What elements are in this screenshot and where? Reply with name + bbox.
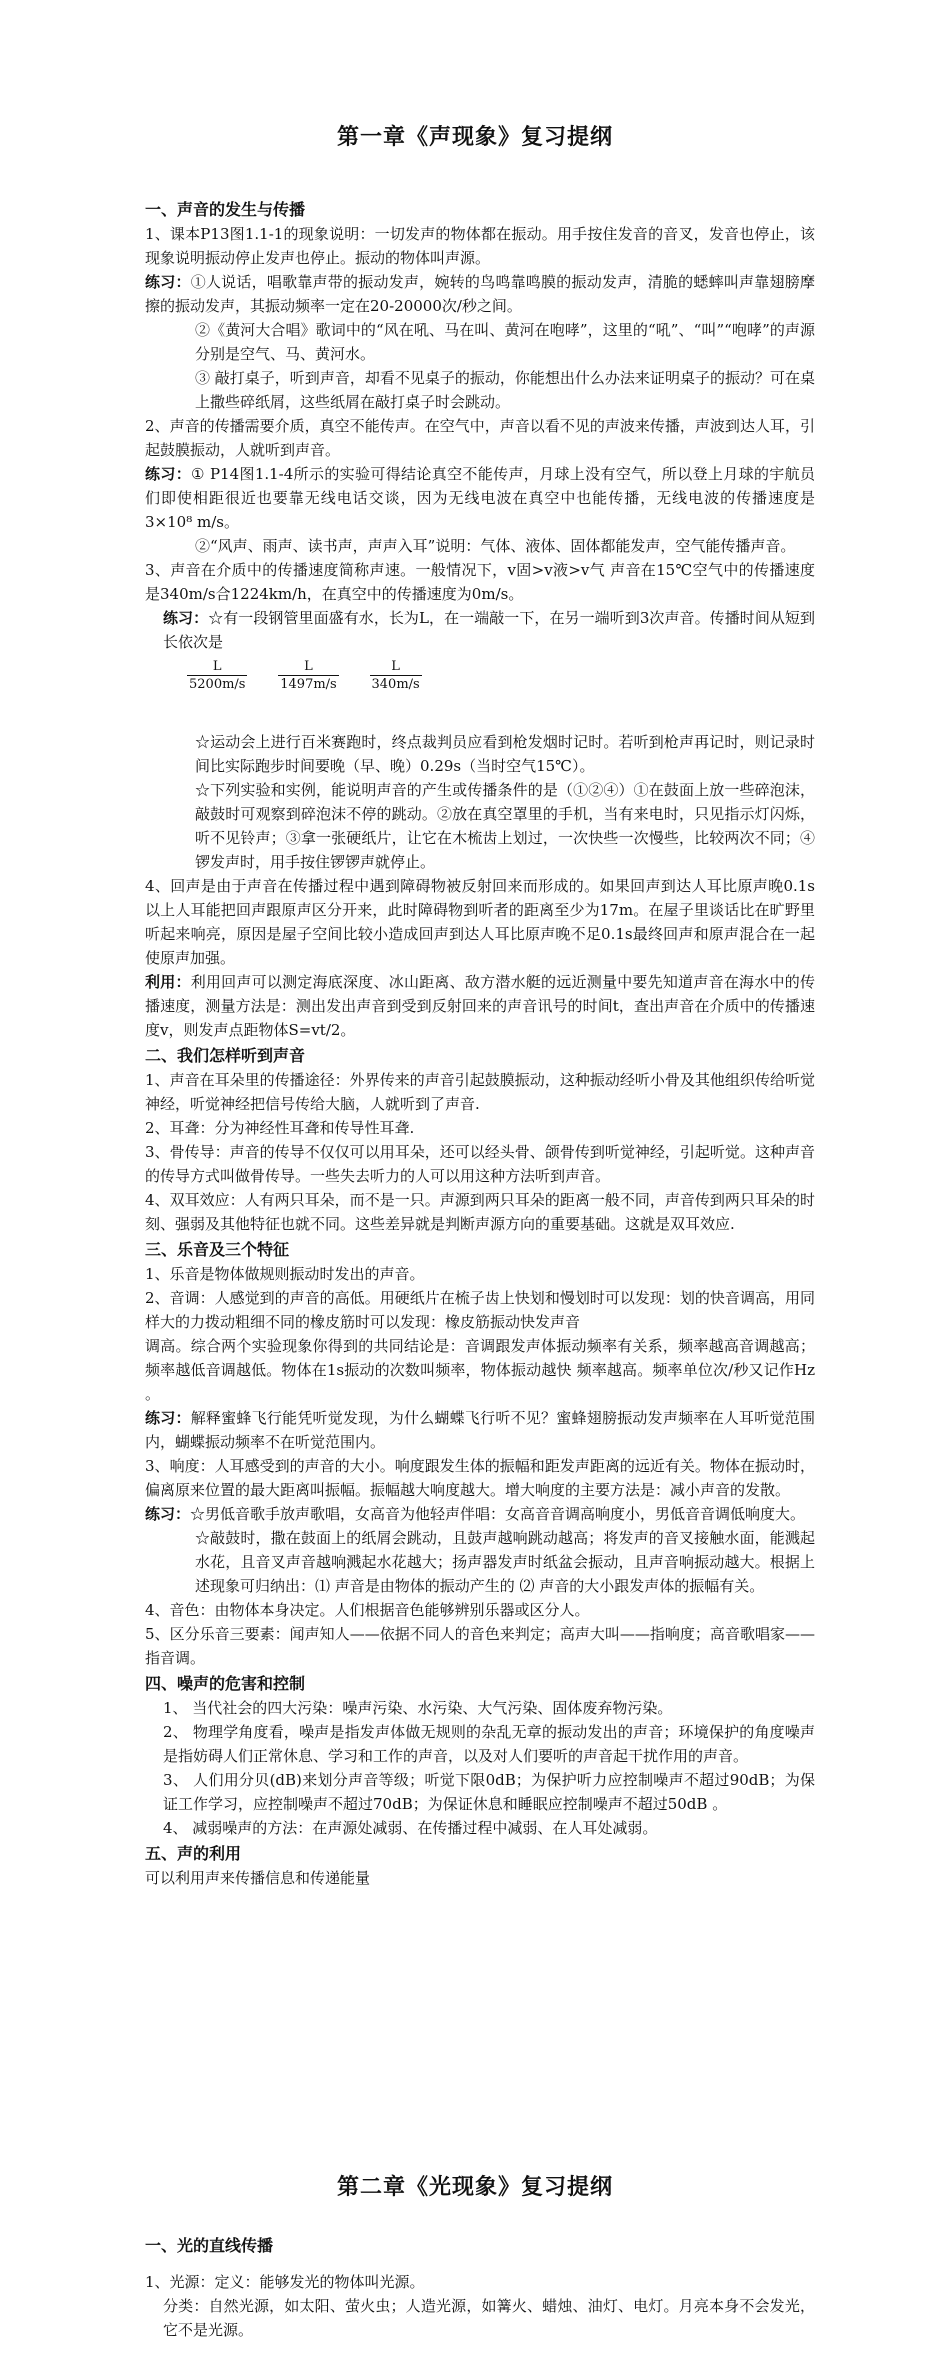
paragraph: 1、 当代社会的四大污染：噪声污染、水污染、大气污染、固体废弃物污染。 (163, 1699, 673, 1717)
use-label: 利用： (145, 973, 191, 991)
exercise-text: ☆男低音歌手放声歌唱，女高音为他轻声伴唱：女高音音调高响度小，男低音音调低响度大。 (190, 1505, 806, 1523)
exercise-paragraph (145, 1406, 815, 1454)
section-heading: 三、乐音及三个特征 (145, 1240, 290, 1259)
fraction (278, 658, 338, 693)
fraction-numerator: L (304, 659, 313, 674)
exercise-paragraph: ☆敲鼓时，撒在鼓面上的纸屑会跳动，且鼓声越响跳动越高；将发声的音叉接触水面，能溅起水花，且音叉声音越响溅起水花越大；扬声器发声时纸盆会振动，且声音响振动越大。根据上述现象可归纳出：⑴ 声音是由物体的振动产生的 ⑵ 声音的大小跟发声体的振幅有关。 (195, 1529, 815, 1595)
paragraph: 1、课本P13图1.1-1的现象说明：一切发声的物体都在振动。用手按住发音的音叉，发音也停止，该现象说明振动停止发声也停止。振动的物体叫声源。 (145, 225, 815, 267)
fraction-denominator: 340m/s (371, 677, 420, 692)
exercise-paragraph: ③ 敲打桌子，听到声音，却看不见桌子的振动，你能想出什么办法来证明桌子的振动？可在桌上撒些碎纸屑，这些纸屑在敲打桌子时会跳动。 (195, 369, 815, 411)
exercise-text: ☆有一段钢管里面盛有水，长为L，在一端敲一下，在另一端听到3次声音。传播时间从短到长依次是 (163, 609, 815, 651)
exercise-paragraph (145, 606, 815, 654)
exercise-label: 练习： (145, 465, 192, 483)
paragraph: 可以利用声来传播信息和传递能量 (145, 1869, 371, 1887)
chapter2-body (145, 2232, 815, 2342)
paragraph: 3、响度：人耳感受到的声音的大小。响度跟发生体的振幅和距发声距离的远近有关。物体在振动时，偏离原来位置的最大距离叫振幅。振幅越大响度越大。增大响度的主要方法是：减小声音的发散。 (145, 1457, 815, 1499)
paragraph: 2、耳聋：分为神经性耳聋和传导性耳聋. (145, 1119, 415, 1137)
paragraph: 4、 减弱噪声的方法：在声源处减弱、在传播过程中减弱、在人耳处减弱。 (163, 1819, 658, 1837)
fraction (370, 658, 422, 693)
chapter1-body (145, 196, 815, 1890)
section-heading: 五、声的利用 (145, 1844, 242, 1863)
use-text: 利用回声可以测定海底深度、冰山距离、敌方潜水艇的远近测量中要先知道声音在海水中的传播速度，测量方法是：测出发出声音到受到反射回来的声音讯号的时间t，查出声音在介质中的传播速度v，则发声点距物体S=vt/2。 (145, 973, 815, 1039)
paragraph: 3、 人们用分贝(dB)来划分声音等级；听觉下限0dB；为保护听力应控制噪声不超过90dB；为保证工作学习，应控制噪声不超过70dB；为保证休息和睡眠应控制噪声不超过50dB 。 (163, 1771, 815, 1813)
fraction-numerator: L (212, 659, 222, 674)
exercise-label: 练习： (163, 609, 209, 627)
exercise-paragraph (145, 462, 815, 534)
fraction-denominator: 5200m/s (189, 677, 246, 692)
paragraph: 3、骨传导：声音的传导不仅仅可以用耳朵，还可以经头骨、颌骨传到听觉神经，引起听觉。这种声音的传导方式叫做骨传导。一些失去听力的人可以用这种方法听到声音。 (145, 1143, 815, 1185)
section-heading: 四、噪声的危害和控制 (145, 1674, 306, 1693)
exercise-paragraph: ☆下列实验和实例，能说明声音的产生或传播条件的是（①②④）①在鼓面上放一些碎泡沫，敲鼓时可观察到碎泡沫不停的跳动。②放在真空罩里的手机，当有来电时，只见指示灯闪烁，听不见铃声；③拿一张硬纸片，让它在木梳齿上划过，一次快些一次慢些，比较两次不同；④锣发声时，用手按住锣锣声就停止。 (195, 781, 815, 871)
paragraph: 1、光源：定义：能够发光的物体叫光源。 (145, 2273, 425, 2291)
fraction-row (145, 654, 815, 730)
paragraph: 4、回声是由于声音在传播过程中遇到障碍物被反射回来而形成的。如果回声到达人耳比原声晚0.1s以上人耳能把回声跟原声区分开来，此时障碍物到听者的距离至少为17m。在屋子里谈话比在旷野里听起来响亮，原因是屋子空间比较小造成回声到达人耳比原声晚不足0.1s最终回声和原声混合在一起使原声加强。 (145, 877, 815, 967)
chapter2-title: 第二章《光现象》复习提纲 (336, 2175, 613, 2200)
paragraph: 调高。综合两个实验现象你得到的共同结论是：音调跟发声体振动频率有关系，频率越高音调越高；频率越低音调越低。物体在1s振动的次数叫频率，物体振动越快 频率越高。频率单位次/秒又记作Hz 。 (145, 1337, 815, 1403)
exercise-text: ①人说话，唱歌靠声带的振动发声，婉转的鸟鸣靠鸣膜的振动发声，清脆的蟋蟀叫声靠翅膀摩擦的振动发声，其振动频率一定在20-20000次/秒之间。 (145, 273, 815, 315)
paragraph: 5、区分乐音三要素：闻声知人——依据不同人的音色来判定；高声大叫——指响度；高音歌唱家——指音调。 (145, 1625, 815, 1667)
paragraph (145, 970, 815, 1042)
exercise-label: 练习： (145, 1409, 191, 1427)
exercise-paragraph: ②《黄河大合唱》歌词中的“风在吼、马在叫、黄河在咆哮”，这里的“吼”、“叫”“咆哮”的声源分别是空气、马、黄河水。 (195, 321, 815, 363)
section-heading: 一、声音的发生与传播 (145, 200, 306, 219)
exercise-label: 练习： (145, 1505, 191, 1523)
section-heading: 一、光的直线传播 (145, 2236, 274, 2255)
paragraph: 3、声音在介质中的传播速度简称声速。一般情况下，v固>v液>v气 声音在15℃空气中的传播速度是340m/s合1224km/h，在真空中的传播速度为0m/s。 (145, 561, 815, 603)
exercise-paragraph (145, 1502, 815, 1526)
section-heading: 二、我们怎样听到声音 (145, 1046, 306, 1065)
paragraph: 4、双耳效应：人有两只耳朵，而不是一只。声源到两只耳朵的距离一般不同，声音传到两只耳朵的时刻、强弱及其他特征也就不同。这些差异就是判断声源方向的重要基础。这就是双耳效应. (145, 1191, 815, 1233)
exercise-paragraph: ②“风声、雨声、读书声，声声入耳”说明：气体、液体、固体都能发声，空气能传播声音。 (195, 537, 796, 555)
exercise-paragraph (145, 270, 815, 318)
fraction-numerator: L (391, 659, 400, 674)
paragraph: 1、乐音是物体做规则振动时发出的声音。 (145, 1265, 425, 1283)
chapter1-title: 第一章《声现象》复习提纲 (336, 125, 613, 150)
paragraph: 2、声音的传播需要介质，真空不能传声。在空气中，声音以看不见的声波来传播，声波到达人耳，引起鼓膜振动，人就听到声音。 (145, 417, 815, 459)
exercise-text: ① P14图1.1-4所示的实验可得结论真空不能传声，月球上没有空气，所以登上月球的宇航员们即使相距很近也要靠无线电话交谈，因为无线电波在真空中也能传播，无线电波的传播速度是3×10⁸ m/s。 (145, 465, 815, 531)
paragraph: 分类：自然光源，如太阳、萤火虫；人造光源，如篝火、蜡烛、油灯、电灯。月亮本身不会发光，它不是光源。 (163, 2297, 815, 2339)
paragraph: 1、声音在耳朵里的传播途径：外界传来的声音引起鼓膜振动，这种振动经听小骨及其他组织传给听觉神经，听觉神经把信号传给大脑，人就听到了声音. (145, 1071, 815, 1113)
exercise-text: 解释蜜蜂飞行能凭听觉发现，为什么蝴蝶飞行听不见？蜜蜂翅膀振动发声频率在人耳听觉范围内，蝴蝶振动频率不在听觉范围内。 (145, 1409, 815, 1451)
fraction (187, 658, 247, 693)
paragraph: 2、音调：人感觉到的声音的高低。用硬纸片在梳子齿上快划和慢划时可以发现：划的快音调高，用同样大的力拨动粗细不同的橡皮筋时可以发现：橡皮筋振动快发声音 (145, 1289, 815, 1331)
exercise-paragraph: ☆运动会上进行百米赛跑时，终点裁判员应看到枪发烟时记时。若听到枪声再记时，则记录时间比实际跑步时间要晚（早、晚）0.29s（当时空气15℃）。 (195, 733, 815, 775)
paragraph: 2、 物理学角度看，噪声是指发声体做无规则的杂乱无章的振动发出的声音；环境保护的角度噪声是指妨碍人们正常休息、学习和工作的声音，以及对人们要听的声音起干扰作用的声音。 (163, 1723, 815, 1765)
paragraph: 4、音色：由物体本身决定。人们根据音色能够辨别乐器或区分人。 (145, 1601, 590, 1619)
exercise-label: 练习： (145, 273, 191, 291)
fraction-denominator: 1497m/s (280, 677, 337, 692)
